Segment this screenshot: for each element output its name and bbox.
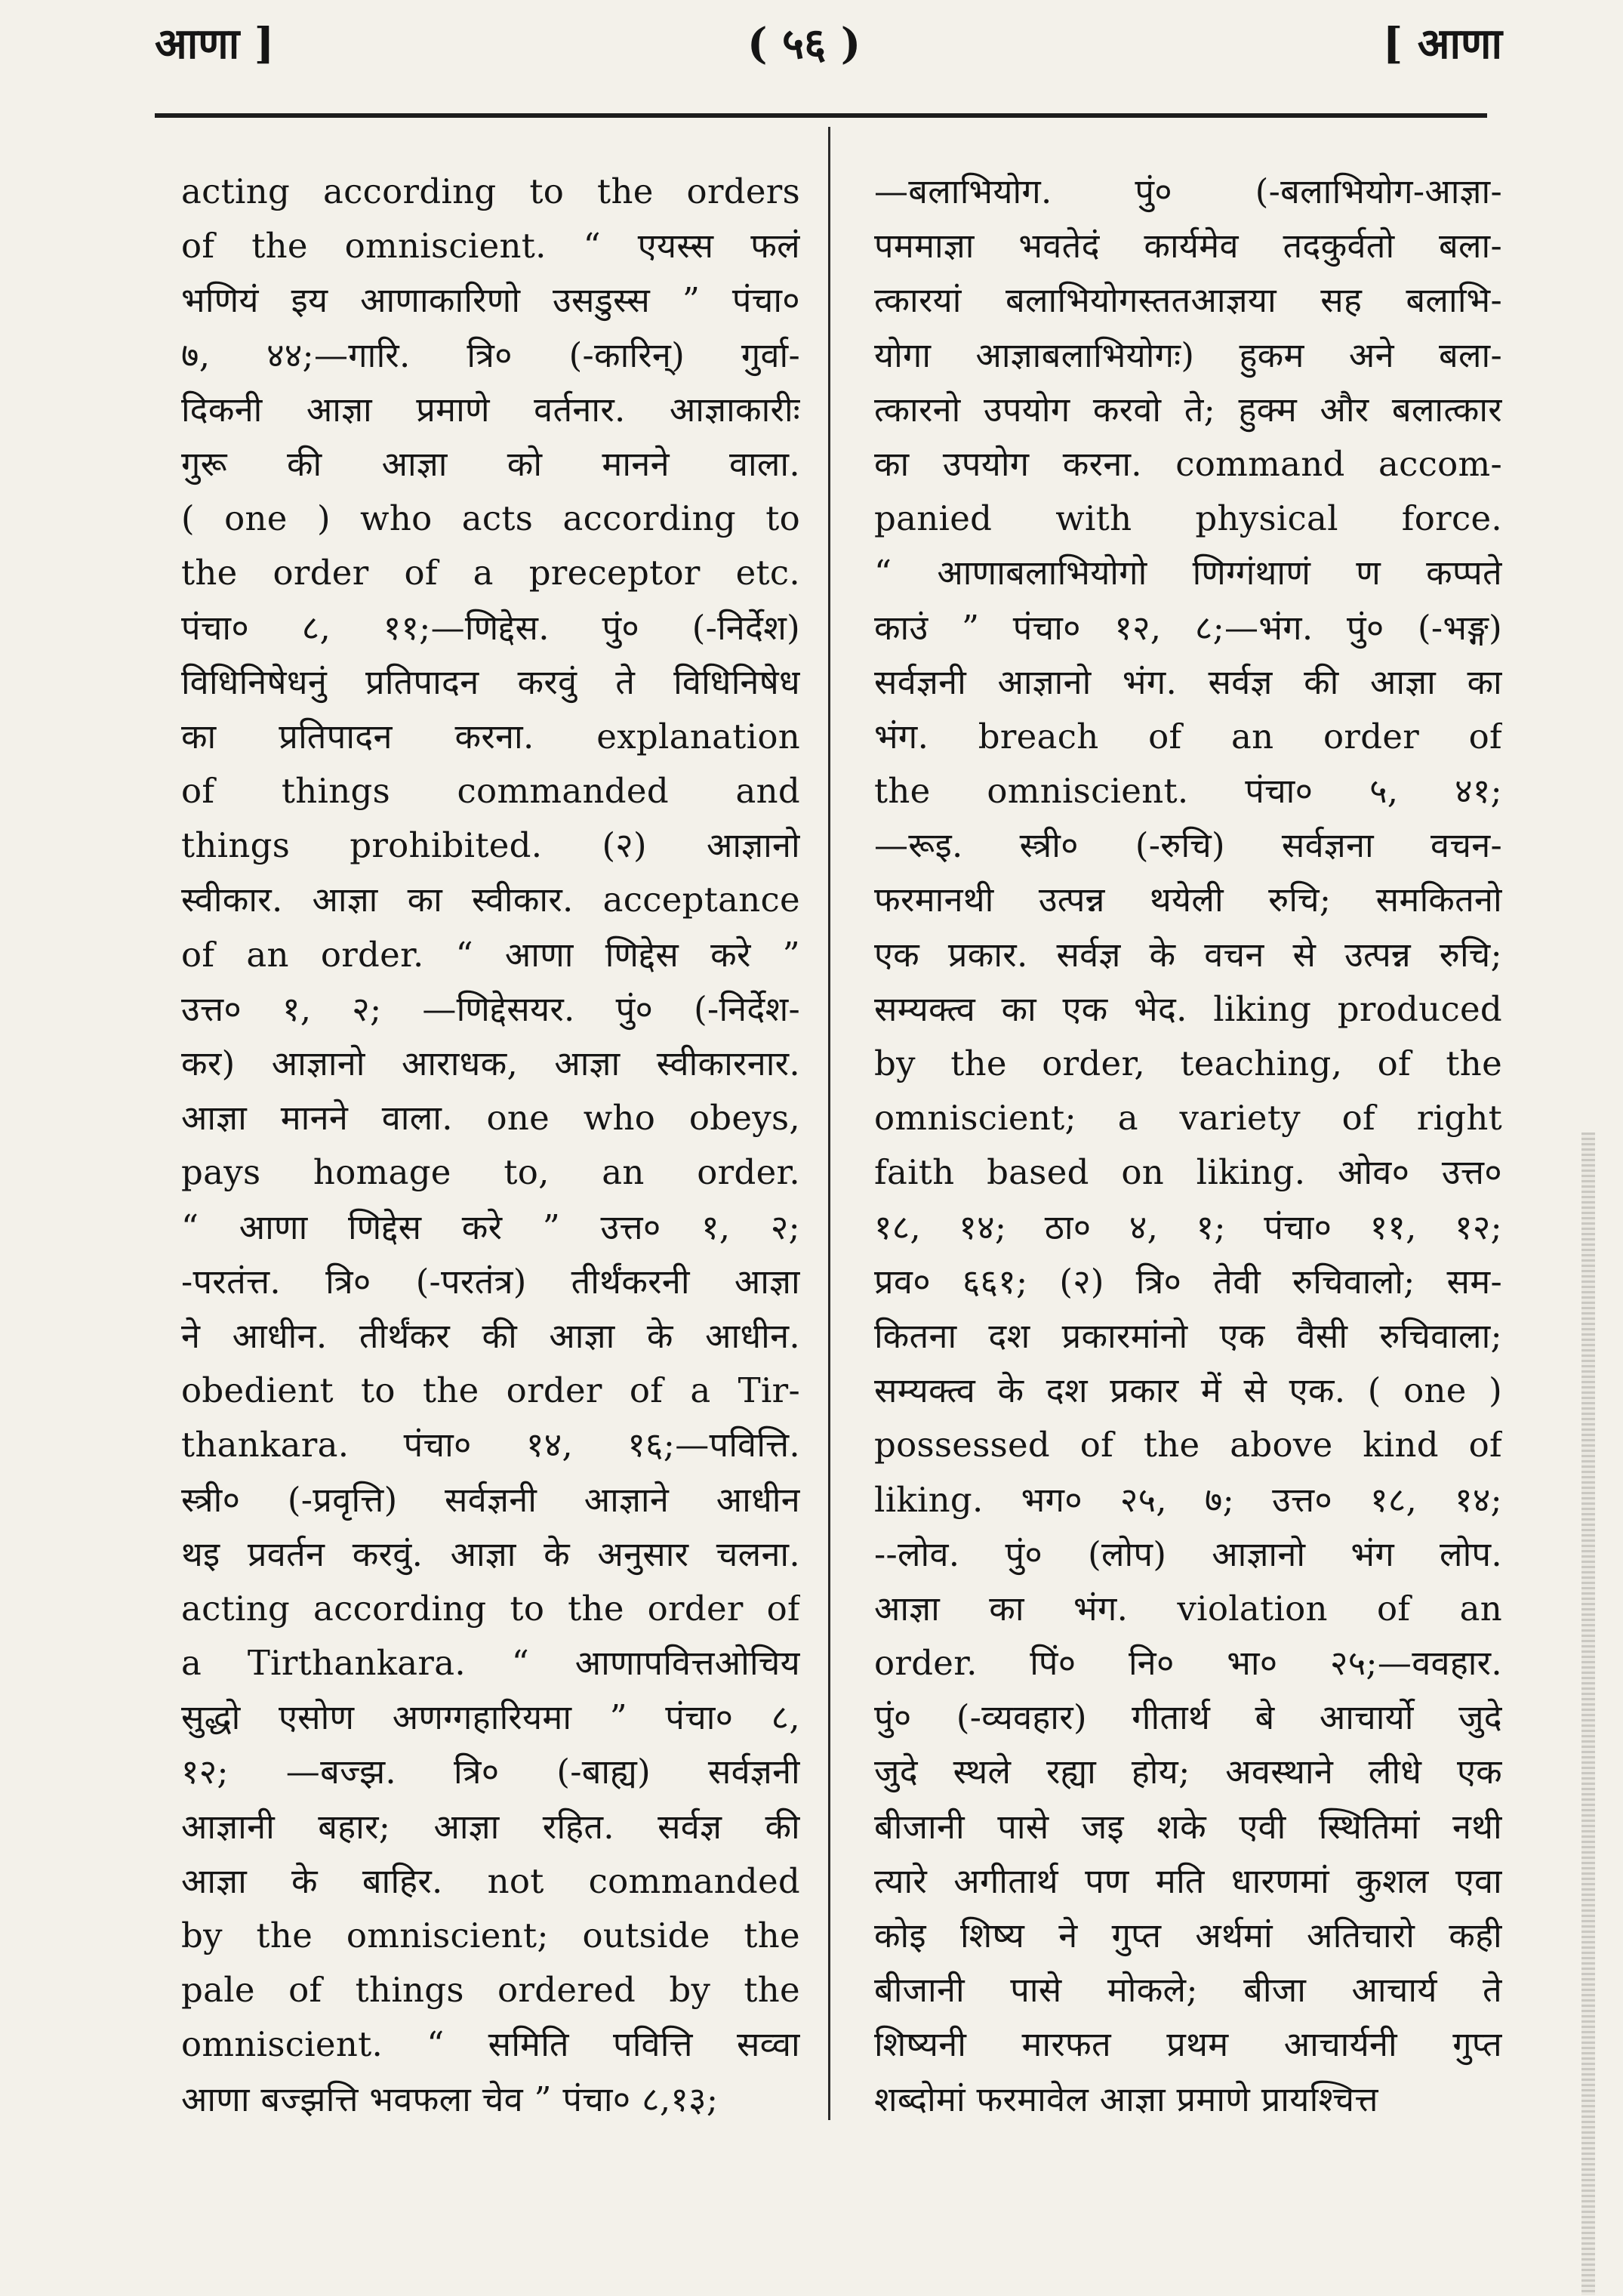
- text-line: ने आधीन. तीर्थंकर की आज्ञा के आधीन.: [181, 1315, 800, 1356]
- text-line: आज्ञा का भंग. violation of an: [874, 1588, 1502, 1629]
- text-line: pale of things ordered by the: [181, 1970, 800, 2011]
- text-line: बीजानी पासे जइ शके एवी स्थितिमां नथी: [874, 1806, 1502, 1847]
- column-divider: [828, 127, 830, 2120]
- text-line: आज्ञा के बाहिर. not commanded: [181, 1860, 800, 1901]
- text-line: faith based on liking. ओव० उत्त०: [874, 1152, 1502, 1193]
- text-line: omniscient. “ समिति पवित्ति सव्वा: [181, 2024, 800, 2065]
- text-line: भंग. breach of an order of: [874, 716, 1502, 757]
- page-number: ( ५६ ): [747, 19, 861, 69]
- text-line: of the omniscient. “ एयस्स फलं: [181, 226, 800, 267]
- text-line: सम्यक्त्व का एक भेद. liking produced: [874, 988, 1502, 1029]
- text-line: the omniscient. पंचा० ५, ४१;: [874, 771, 1502, 812]
- text-line: विधिनिषेधनुं प्रतिपादन करवुं ते विधिनिषेध: [181, 661, 800, 702]
- text-line: कोइ शिष्य ने गुप्त अर्थमां अतिचारो कही: [874, 1915, 1502, 1955]
- text-line: possessed of the above kind of: [874, 1425, 1502, 1465]
- running-head-left: आणा ]: [155, 19, 275, 69]
- text-line: स्त्री० (-प्रवृत्ति) सर्वज्ञनी आज्ञाने आधीन: [181, 1479, 800, 1520]
- text-line: acting according to the order of: [181, 1588, 800, 1629]
- text-line: the order of a preceptor etc.: [181, 553, 800, 593]
- text-line: पममाज्ञा भवतेदं कार्यमेव तदकुर्वतो बला-: [874, 226, 1502, 267]
- text-line: शब्दोमां फरमावेल आज्ञा प्रमाणे प्रायश्चित्त: [874, 2079, 1378, 2119]
- text-line: आज्ञा मानने वाला. one who obeys,: [181, 1098, 800, 1139]
- text-line: —रूइ. स्त्री० (-रुचि) सर्वज्ञना वचन-: [874, 825, 1502, 866]
- text-line: गुरू की आज्ञा को मानने वाला.: [181, 443, 800, 484]
- running-head-right: [ आणा: [1382, 19, 1502, 69]
- text-line: का उपयोग करना. command accom-: [874, 443, 1502, 484]
- text-line: panied with physical force.: [874, 498, 1502, 539]
- text-line: शिष्यनी मारफत प्रथम आचार्यनी गुप्त: [874, 2024, 1502, 2065]
- text-line: योगा आज्ञाबलाभियोगः) हुकम अने बला-: [874, 334, 1502, 375]
- text-line: —बलाभियोग. पुं० (-बलाभियोग-आज्ञा-: [874, 171, 1502, 211]
- text-line: acting according to the orders: [181, 171, 800, 211]
- text-line: by the order, teaching, of the: [874, 1043, 1502, 1083]
- text-line: omniscient; a variety of right: [874, 1098, 1502, 1139]
- left-column: [181, 165, 800, 2127]
- page-edge-shadow: [1581, 1133, 1595, 2295]
- text-line: उत्त० १, २; —णिद्देसयर. पुं० (-निर्देश-: [181, 988, 800, 1029]
- text-line: by the omniscient; outside the: [181, 1915, 800, 1955]
- text-line: काउं ” पंचा० १२, ८;—भंग. पुं० (-भङ्ग): [874, 607, 1502, 648]
- text-line: “ आणाबलाभियोगो णिग्गंथाणं ण कप्पते: [874, 553, 1502, 593]
- text-line: स्वीकार. आज्ञा का स्वीकार. acceptance: [181, 880, 800, 920]
- text-line: पुं० (-व्यवहार) गीतार्थ बे आचार्यो जुदे: [874, 1697, 1502, 1738]
- text-line: a Tirthankara. “ आणापवित्तओचिय: [181, 1643, 800, 1684]
- text-line: ७, ४४;—गारि. त्रि० (-कारिन्) गुर्वा-: [181, 334, 800, 375]
- text-line: obedient to the order of a Tir-: [181, 1370, 800, 1411]
- text-line: सम्यक्त्व के दश प्रकार में से एक. ( one ): [874, 1370, 1502, 1411]
- text-line: of an order. “ आणा णिद्देस करे ”: [181, 934, 800, 975]
- text-line: फरमानथी उत्पन्न थयेली रुचि; समकितनो: [874, 880, 1502, 920]
- text-line: थइ प्रवर्तन करवुं. आज्ञा के अनुसार चलना.: [181, 1533, 800, 1574]
- text-line: of things commanded and: [181, 771, 800, 812]
- text-line: सर्वज्ञनी आज्ञानो भंग. सर्वज्ञ की आज्ञा का: [874, 661, 1502, 702]
- right-column: [874, 165, 1502, 2127]
- text-line: “ आणा णिद्देस करे ” उत्त० १, २;: [181, 1207, 800, 1247]
- text-line: things prohibited. (२) आज्ञानो: [181, 825, 800, 866]
- text-line: प्रव० ६६१; (२) त्रि० तेवी रुचिवालो; सम-: [874, 1261, 1502, 1302]
- text-line: का प्रतिपादन करना. explanation: [181, 716, 800, 757]
- text-line: ( one ) who acts according to: [181, 498, 800, 539]
- text-line: --लोव. पुं० (लोप) आज्ञानो भंग लोप.: [874, 1533, 1502, 1574]
- text-line: आज्ञानी बहार; आज्ञा रहित. सर्वज्ञ की: [181, 1806, 800, 1847]
- text-line: १२; —बज्झ. त्रि० (-बाह्य) सर्वज्ञनी: [181, 1752, 800, 1792]
- text-line: त्कारनो उपयोग करवो ते; हुक्म और बलात्कार: [874, 389, 1502, 430]
- text-line: thankara. पंचा० १४, १६;—पवित्ति.: [181, 1425, 800, 1465]
- text-line: पंचा० ८, ११;—णिद्देस. पुं० (-निर्देश): [181, 607, 800, 648]
- text-line: सुद्धो एसोण अणग्गहारियमा ” पंचा० ८,: [181, 1697, 800, 1738]
- text-line: order. पिं० नि० भा० २५;—ववहार.: [874, 1643, 1502, 1684]
- text-line: बीजानी पासे मोकले; बीजा आचार्य ते: [874, 1970, 1502, 2011]
- text-line: दिकनी आज्ञा प्रमाणे वर्तनार. आज्ञाकारीः: [181, 389, 800, 430]
- text-line: -परतंत्त. त्रि० (-परतंत्र) तीर्थंकरनी आज्ञा: [181, 1261, 800, 1302]
- text-line: pays homage to, an order.: [181, 1152, 800, 1193]
- text-line: त्कारयां बलाभियोगस्ततआज्ञया सह बलाभि-: [874, 280, 1502, 321]
- text-line: भणियं इय आणाकारिणो उसडुस्स ” पंचा०: [181, 280, 800, 321]
- text-line: जुदे स्थले रह्या होय; अवस्थाने लीधे एक: [874, 1752, 1502, 1792]
- text-line: एक प्रकार. सर्वज्ञ के वचन से उत्पन्न रुचि;: [874, 934, 1502, 975]
- text-line: १८, १४; ठा० ४, १; पंचा० ११, १२;: [874, 1207, 1502, 1247]
- text-line: कर) आज्ञानो आराधक, आज्ञा स्वीकारनार.: [181, 1043, 800, 1083]
- text-line: liking. भग० २५, ७; उत्त० १८, १४;: [874, 1479, 1502, 1520]
- text-line: कितना दश प्रकारमांनो एक वैसी रुचिवाला;: [874, 1315, 1502, 1356]
- text-line: त्यारे अगीतार्थ पण मति धारणमां कुशल एवा: [874, 1860, 1502, 1901]
- text-line: आणा बज्झत्ति भवफला चेव ” पंचा० ८,१३;: [181, 2079, 719, 2119]
- header-rule: [155, 113, 1487, 118]
